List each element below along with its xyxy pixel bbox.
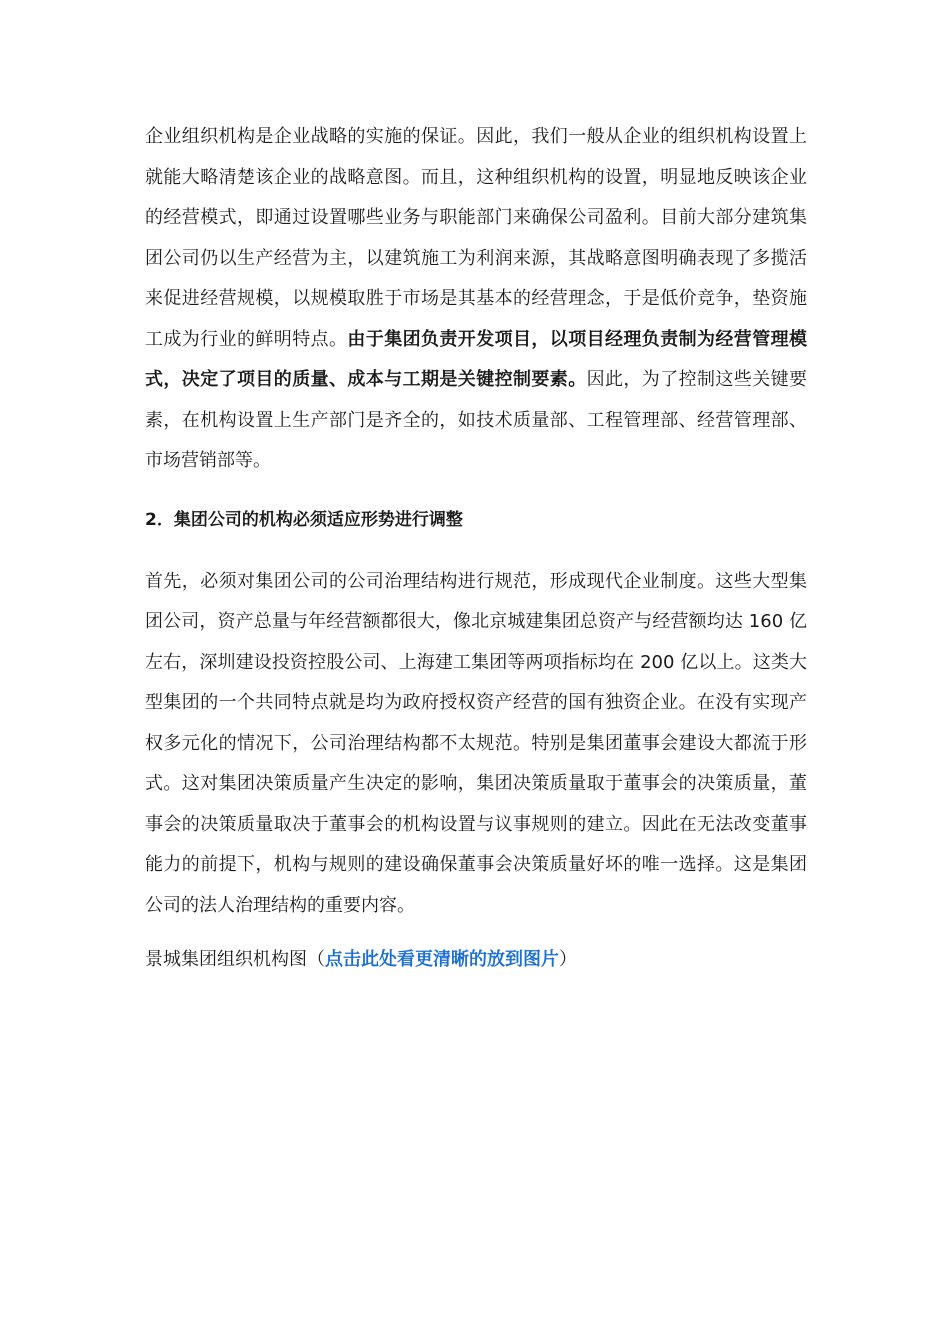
caption-label: 景城集团组织机构图（ (145, 949, 325, 970)
paragraph-governance: 首先，必须对集团公司的公司治理结构进行规范，形成现代企业制度。这些大型集团公司，资产总量与年经营额都很大，像北京城建集团总资产与经营额均达 160 亿左右，深圳建设投资控股公司、上海建工集团等两项指标均在 200 亿以上。这类大型集团的一个共同特点就是均为政府授权资产经营的国有独资企业。在没有实现产权多元化的情况下，公司治理结构都不太规范。特别是集团董事会建设大都流于形式。这对集团决策质量产生决定的影响，集团决策质量取于董事会的决策质量，董事会的决策质量取决于董事会的机构设置与议事规则的建立。因此在无法改变董事能力的前提下，机构与规则的建设确保董事会决策质量好坏的唯一选择。这是集团公司的法人治理结构的重要内容。 (145, 570, 807, 916)
bold-key-factors-text: 由于集团负责开发项目，以项目经理负责制为经营管理模式，决定了项目的质量、成本与工期是关键控制要素。 (145, 328, 808, 390)
paragraph-org-strategy (145, 117, 807, 482)
caption-close-paren: ） (559, 949, 577, 970)
paragraph-text: 企业组织机构是企业战略的实施的保证。因此，我们一般从企业的组织机构设置上就能大略清楚该企业的战略意图。而且，这种组织机构的设置，明显地反映该企业的经营模式，即通过设置哪些业务与职能部门来确保公司盈利。目前大部分建筑集团公司仍以生产经营为主，以建筑施工为利润来源，其战略意图明确表现了多揽活来促进经营规模，以规模取胜于市场是其基本的经营理念，于是低价竞争，垫资施工成为行业的鲜明特点。 (145, 126, 807, 350)
view-clear-image-link[interactable]: 点击此处看更清晰的放到图片 (325, 949, 559, 970)
org-chart-caption (145, 940, 807, 980)
section-heading: 2．集团公司的机构必须适应形势进行调整 (145, 509, 463, 530)
paragraph-text-continued: 因此，为了控制这些关键要素，在机构设置上生产部门是齐全的，如技术质量部、工程管理部、经营管理部、市场营销部等。 (145, 369, 808, 471)
document-page (145, 117, 807, 980)
